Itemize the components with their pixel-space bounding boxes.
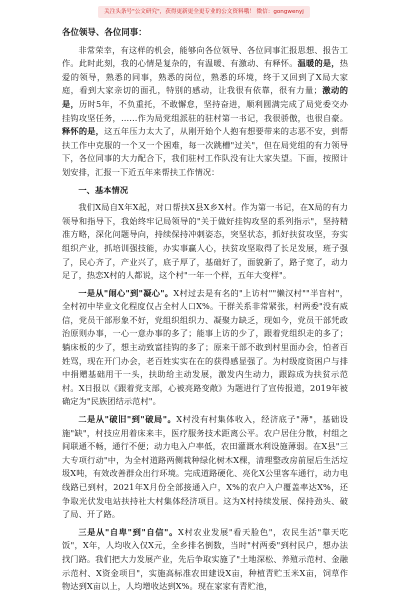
point-one-heading: 一是从"闹心"到"凝心"。 (78, 287, 174, 298)
intro-emphasis-warm: 温暖的是， (297, 58, 340, 69)
point-three-body: X村农业发展"看天脸色"，农民生活"靠天吃饭"，X年，人均收入仅X元，全乡排名倒数，当时"村两委"到村民户，想办法找门路。我们把大力发展产业，先后争取实施了"土地深松、养殖示范村、金融示范村、X资金项目"，实施高标准农田建设X亩，种植青贮玉米X亩，饲草作物达到X亩以上，人均增收达到X%。现在家家有青贮池， (62, 526, 348, 592)
top-banner (0, 4, 408, 20)
section1-paragraph: 我们X局自X年X起，对口帮扶X县X乡X村。作为第一书记，在X局的有力领导和指导下，我始终牢记局领导的"关于做好挂钩攻坚的系列指示"，坚持精准方略，深化问题导向，持续保持冲刺姿态，突坚状态，抓好扶贫攻坚，夯实组织产业，抓培训强技能，办实事赢人心，扶贫攻坚取得了长足发展，班子强了，民心齐了，产业兴了，底子厚了，基础好了，面貌新了，路子宽了，动力足了，热恋X村的人都说，这个村"一年一个样，五年大变样"。 (62, 202, 348, 281)
point-one-body: X村过去是有名的"上访村""懒汉村""半盲村"，全村初中毕业文化程度仅占全村人口X%。干群关系非常紧张，村两委"没有威信，党员干部形象不好，党组织组织力、凝聚力缺乏，现如今，党员干部凭政治原则办事，一心一意办事的多了；能事上访的少了，跟着党组织走的多了；躺床板的少了，想主动致富挂钩的多了；原来干部不敢到村里面办会，怕者百姓骂，现在开门办会，老百姓实实在在的获得感显强了。为村级度资困户与排中捐赠基础用干一头，扶助给主动发展，激发内生动力，跟踪成为扶贫示范村。X日报以《跟着党支部，心被亮路变敞》为题进行了宣传报道，2019年被确定为"民族团结示范村"。 (62, 287, 348, 407)
intro-text-h: 这五年压力太大了，从刚开始个人抱有想要带来的志恶不安，到帮扶工作中克服的一个又一个困难，每一次跳槽"过关"，但在局党组的有力领导下，各位同事的大力配合下，我们驻村工作队没有让大家失望。下面，按照计划安排，汇报一下近五年来帮扶工作情况： (62, 126, 348, 177)
salutation: 各位领导、各位同事： (62, 27, 147, 37)
intro-text-c: 热爱的领导，熟悉的同事，熟悉的岗位，熟悉的环境，终于又回到了X局大家庭，看到大家亲切的面孔，特别的感动，让我很有依靠，很有力量； (62, 58, 348, 96)
section-heading-basic: 一、基本情况 (78, 184, 129, 195)
point-two-heading: 二是从"破旧"到"破局"。 (78, 414, 177, 425)
intro-emphasis-excited: 激动的是， (62, 85, 348, 109)
intro-emphasis-relief: 释怀的是， (62, 126, 105, 137)
intro-text-a: 非常荣幸，有这样的机会，能够向各位领导、各位同事汇报思想、报告工作。此时此刻，我的心情是复杂的，有温暖、有激动、有释怀。 (62, 44, 348, 69)
banner-text: 关注头条号"公文研究"，获得更新更全更专业的公文资料哦！ 微信：gongwenyj (98, 6, 310, 18)
point-three-paragraph (62, 526, 348, 594)
document-body (62, 26, 348, 598)
intro-paragraph (62, 44, 348, 180)
intro-text-e: 历时5年，不负重托，不敢懈怠，坚持奋进，顺利圆满完成了局党委交办挂钩攻坚任务， (62, 98, 348, 123)
intro-text-f: ……作为局党组派驻的驻村第一书记，我很骄傲，也很自豪。 (120, 112, 348, 123)
point-one-paragraph (62, 287, 348, 409)
point-three-heading: 三是从"自卑"到"自信"。 (78, 526, 178, 537)
point-two-body: X村没有村集体收入，经济底子"薄"，基础设施"缺"，村技应用着床来丰，医疗服务技术距离公平。农户居住分散，村组之间联通不畅，通行不便；动力电入户率低，农田灌溉水利设施薄弱。在X县"三大专项行动"中，为全村道路两侧栽种绿化树木X棵，清理整改房前屋后生活垃圾X吨，有效改善群众出行环境。完成道路硬化、亮化X公里客车通行，动力电线路已到村，2021年X月份全部接通入户，X%的农户入户覆盖率达X%，还争取光伏发电站扶持社大村集体经济项目。这为X村持续发展、保持劲头、破了局、开了路。 (62, 414, 348, 520)
point-two-paragraph (62, 413, 348, 522)
